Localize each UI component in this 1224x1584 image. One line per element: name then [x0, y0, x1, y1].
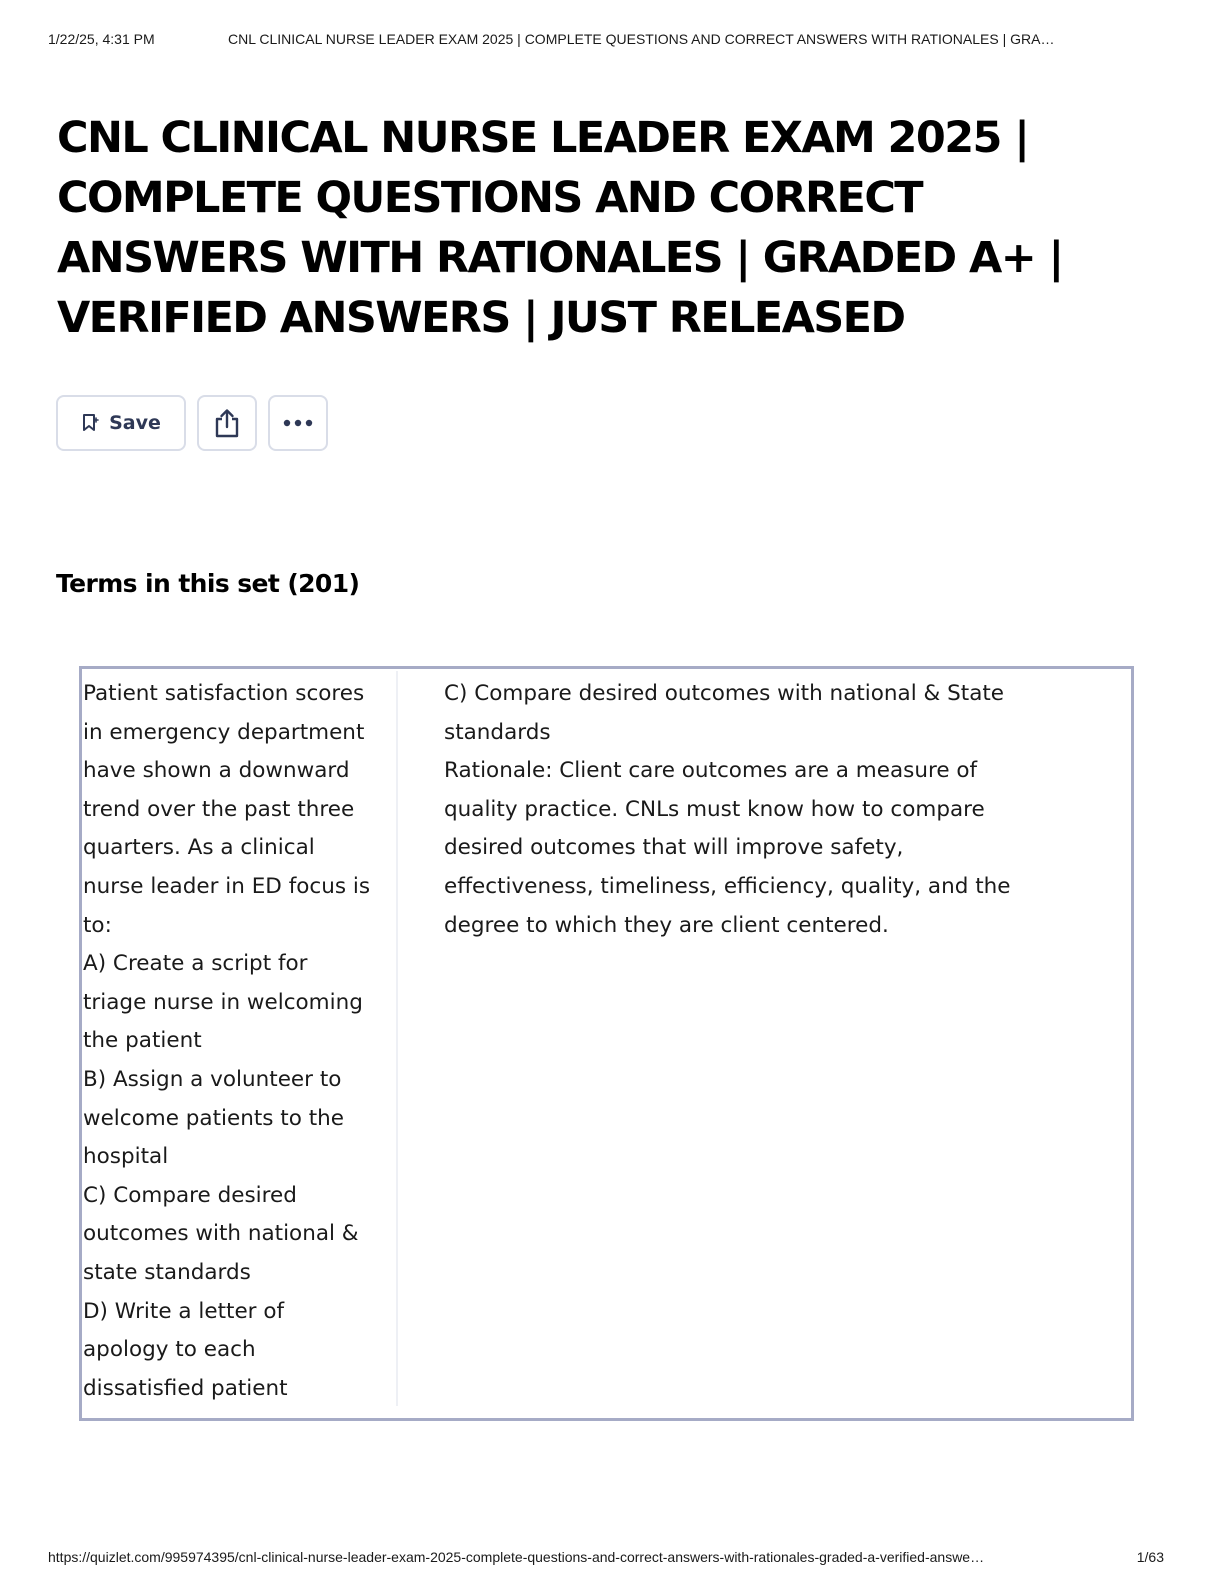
share-button[interactable] [197, 395, 257, 451]
print-footer [48, 1549, 1176, 1569]
term-divider [396, 671, 398, 1406]
print-doc-title: CNL CLINICAL NURSE LEADER EXAM 2025 | COMPLETE QUESTIONS AND CORRECT ANSWERS WITH RATIONALES | GRA… [228, 31, 1055, 47]
print-datetime: 1/22/25, 4:31 PM [48, 31, 155, 47]
bookmark-icon [81, 413, 99, 433]
term-card [79, 666, 1134, 1421]
more-horizontal-icon [283, 419, 313, 427]
more-options-button[interactable] [268, 395, 328, 451]
save-button-label: Save [109, 412, 161, 434]
share-icon [213, 408, 241, 438]
term-text: Patient satisfaction scores in emergency department have shown a downward trend over the past three quarters. As a clinical nurse leader in ED focus is to: A) Create a script for triage nurse in welcoming the patient B) Assign a volunteer to welcome patients to the hospital C) Compare desired outcomes with national & state standards D) Write a letter of apology to each dissatisfied patient [83, 681, 371, 1401]
print-page-count: 1/63 [1136, 1549, 1164, 1565]
print-header [48, 31, 1176, 51]
print-url: https://quizlet.com/995974395/cnl-clinical-nurse-leader-exam-2025-complete-questions-and-correct-answers-with-rationales-graded-a-verified-answe… [48, 1549, 985, 1565]
page-title: CNL CLINICAL NURSE LEADER EXAM 2025 | COMPLETE QUESTIONS AND CORRECT ANSWERS WITH RATIONALES | GRADED A+ | VERIFIED ANSWERS | JUST RELEASED [57, 113, 1063, 343]
definition-text: C) Compare desired outcomes with national & State standards Rationale: Client care outcomes are a measure of quality practice. CNLs must know how to compare desired outcomes that will improve safety, effectiveness, timeliness, efficiency, quality, and the degree to which they are client centered. [444, 681, 1011, 938]
save-button[interactable] [56, 395, 186, 451]
terms-heading: Terms in this set (201) [56, 569, 360, 598]
